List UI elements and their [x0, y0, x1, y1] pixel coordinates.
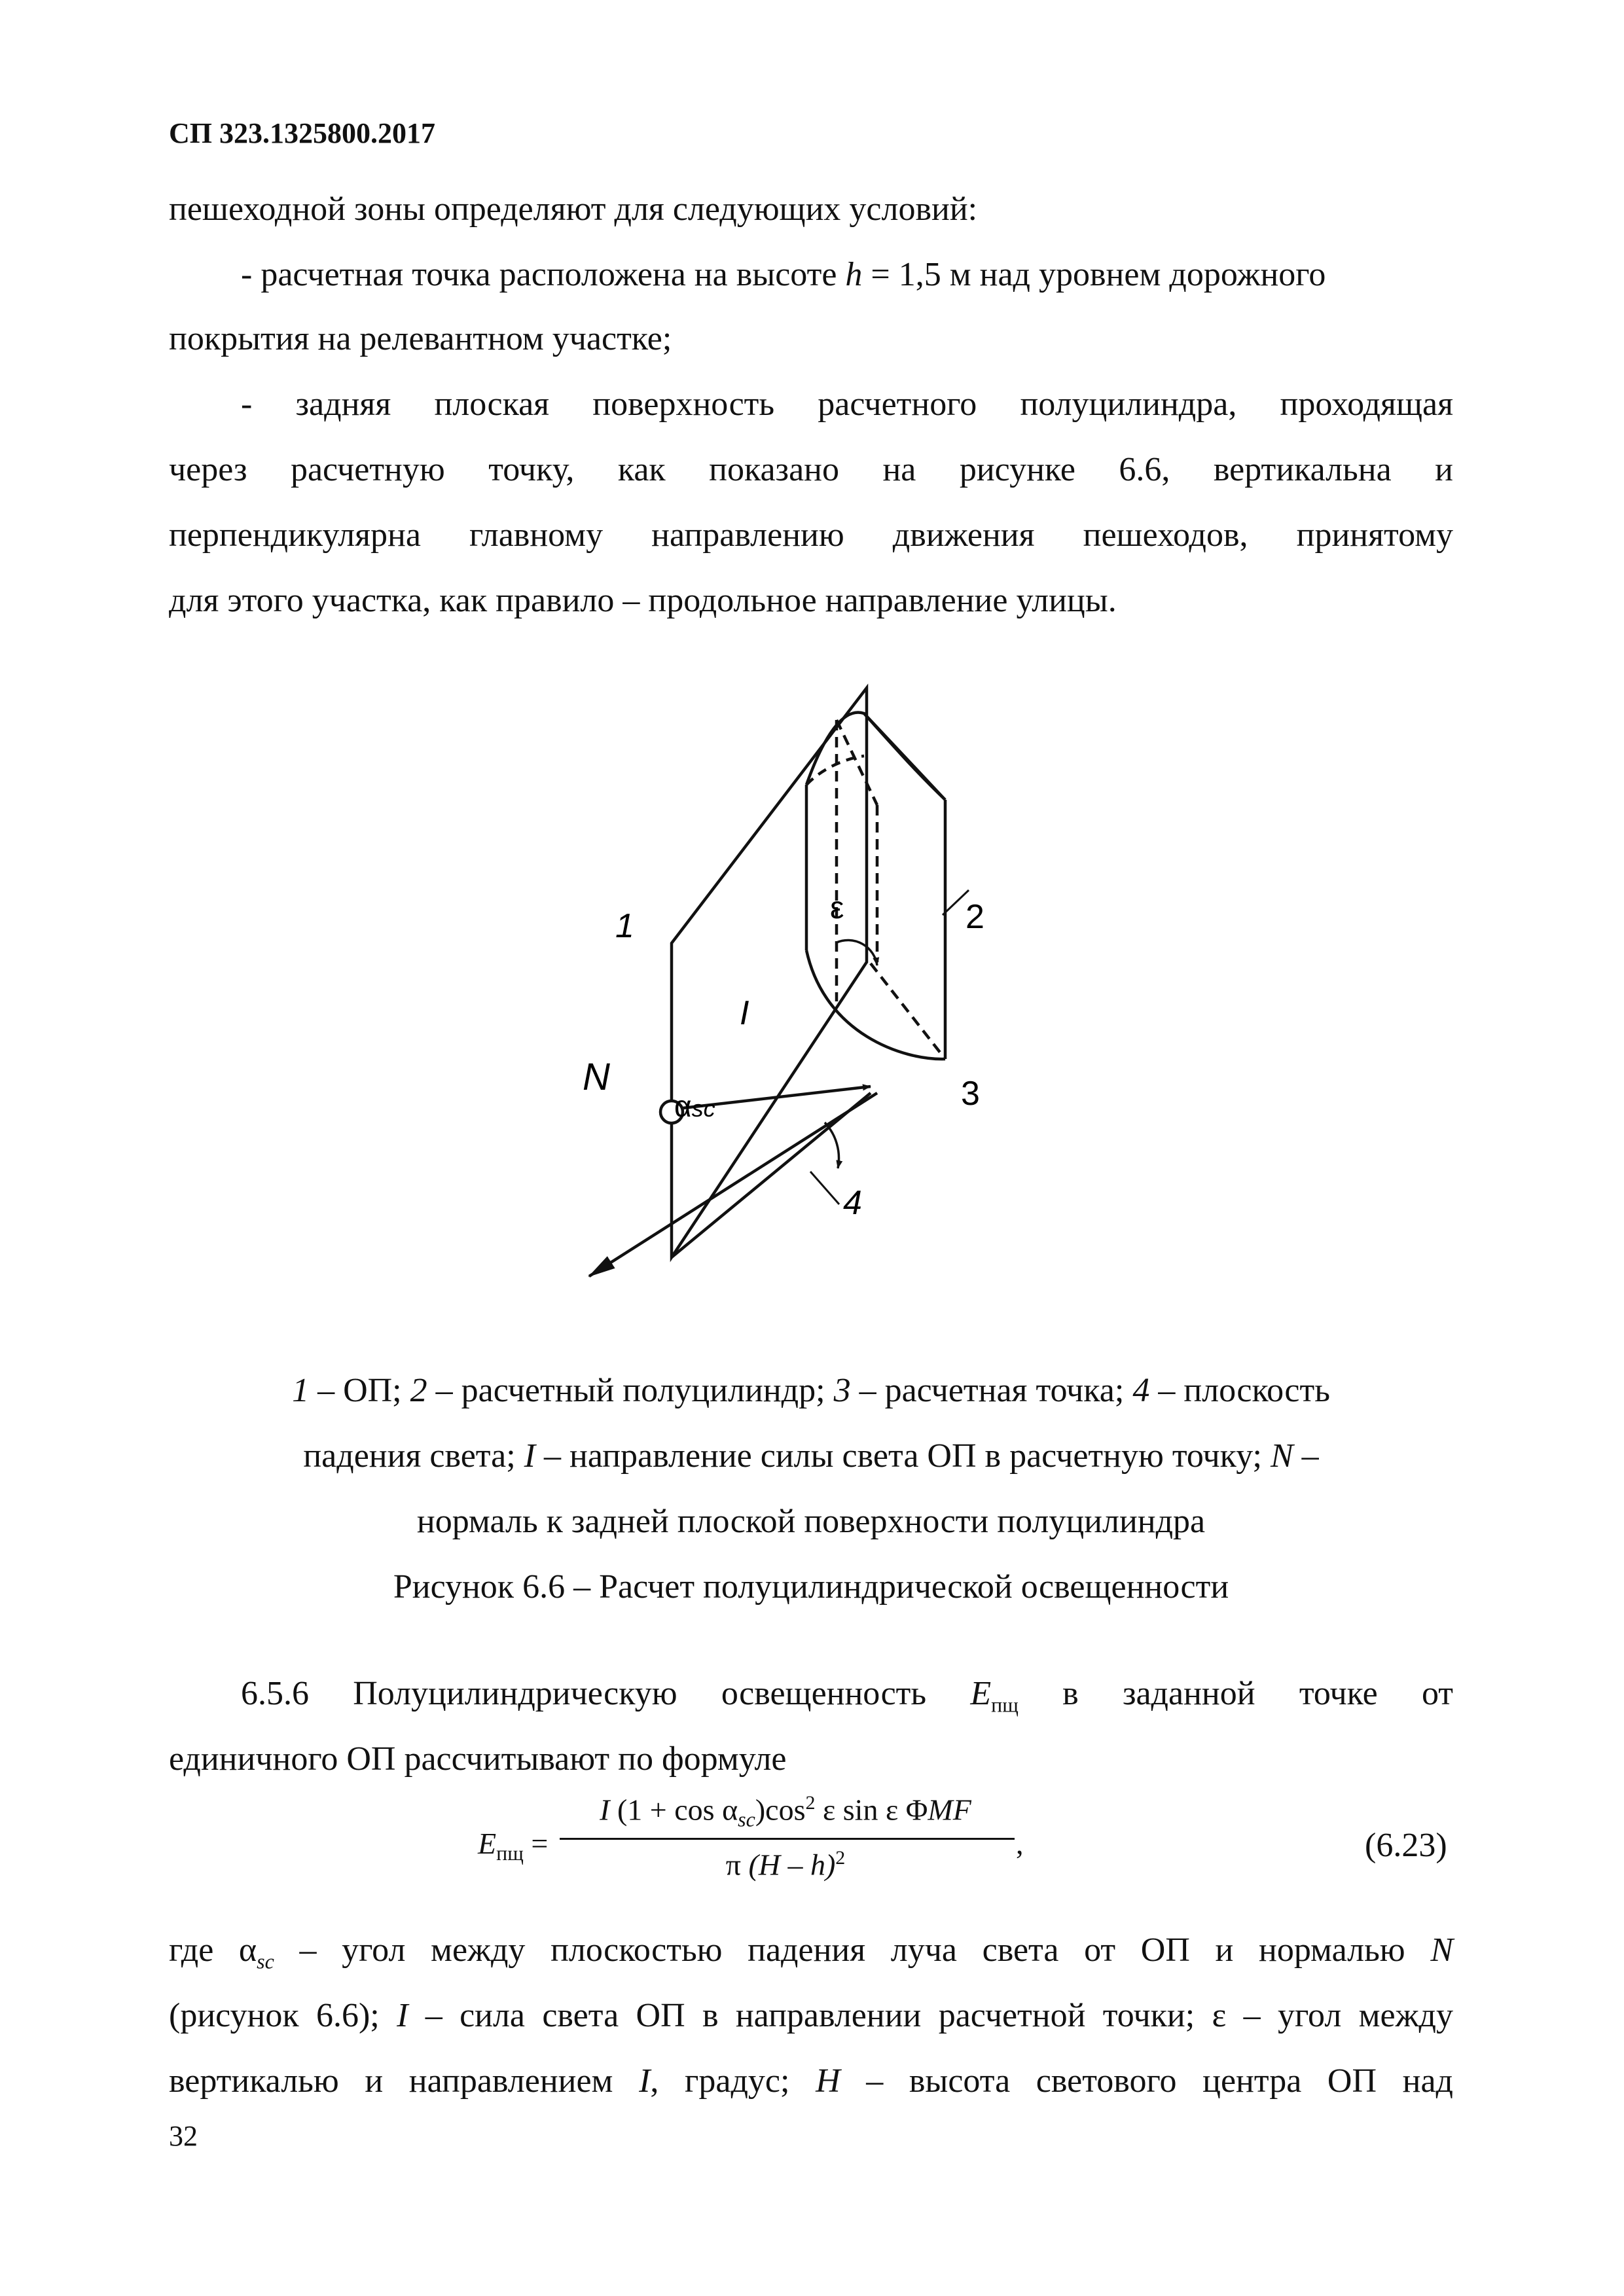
- normal-vector-N: [589, 1093, 877, 1276]
- where-line-1: где $\alpha_{sc}$ – угол между плоскостью падения луча света от ОП и нормалью N: [169, 1931, 1453, 1973]
- figure-label-alpha: αsc: [674, 1089, 715, 1123]
- bullet-2-line-1: - задняя плоская поверхность расчетного полуцилиндра, проходящая: [241, 386, 1453, 423]
- legend-line-2: падения света; I – направление силы света ОП в расчетную точку; N –: [303, 1437, 1319, 1475]
- figure-label-N: N: [583, 1056, 610, 1098]
- figure-label-epsilon: ε: [830, 891, 844, 925]
- figure-label-4: 4: [843, 1184, 862, 1222]
- figure-label-I: I: [740, 994, 749, 1032]
- where-line-3: вертикалью и направлением I, градус; H – высота светового центра ОП над: [169, 2062, 1453, 2100]
- bullet-2-line-3: перпендикулярна главному направлению движения пешеходов, принятому: [169, 516, 1453, 554]
- intro-line: пешеходной зоны определяют для следующих условий:: [169, 190, 978, 228]
- semicylinder-top-chord: [864, 713, 945, 800]
- figure-caption: Рисунок 6.6 – Расчет полуцилиндрической освещенности: [393, 1568, 1229, 1605]
- formula-denominator: π (H – h)$^2$: [725, 1847, 846, 1882]
- figure-label-1: 1: [615, 907, 634, 945]
- section-656-line-1: 6.5.6 Полуцилиндрическую освещенность $E_{пщ}$ в заданной точке от: [241, 1675, 1453, 1717]
- bullet-1-line-2: покрытия на релевантном участке;: [169, 320, 672, 357]
- formula-number: (6.23): [1365, 1827, 1447, 1864]
- document-code: СП 323.1325800.2017: [169, 117, 435, 149]
- figure-semicylinder-diagram: [537, 668, 1008, 1296]
- semicylinder-bottom-arc: [806, 950, 945, 1059]
- formula-numerator: I $(1 + \cos \alpha_{sc})\cos^2$ ε sin ε ΦMF: [600, 1792, 971, 1831]
- formula-comma: ,: [1016, 1827, 1024, 1860]
- figure-label-3: 3: [961, 1075, 980, 1113]
- formula-lhs: $E_{пщ}$ =: [478, 1827, 549, 1865]
- legend-line-3: нормаль к задней плоской поверхности полуцилиндра: [416, 1503, 1206, 1540]
- figure-label-2: 2: [965, 898, 984, 936]
- bullet-1-line-1: - расчетная точка расположена на высоте h = 1,5 м над уровнем дорожного: [241, 256, 1326, 293]
- where-line-2: (рисунок 6.6); I – сила света ОП в направлении расчетной точки; ε – угол между: [169, 1997, 1454, 2034]
- bullet-2-line-4: для этого участка, как правило – продольное направление улицы.: [169, 582, 1117, 619]
- formula-fraction-bar: [560, 1838, 1015, 1840]
- legend-line-1: 1 – ОП; 2 – расчетный полуцилиндр; 3 – расчетная точка; 4 – плоскость: [292, 1372, 1330, 1409]
- bullet-2-line-2: через расчетную точку, как показано на рисунке 6.6, вертикальна и: [169, 451, 1453, 488]
- page-number: 32: [169, 2120, 198, 2152]
- section-656-line-2: единичного ОП рассчитывают по формуле: [169, 1740, 787, 1778]
